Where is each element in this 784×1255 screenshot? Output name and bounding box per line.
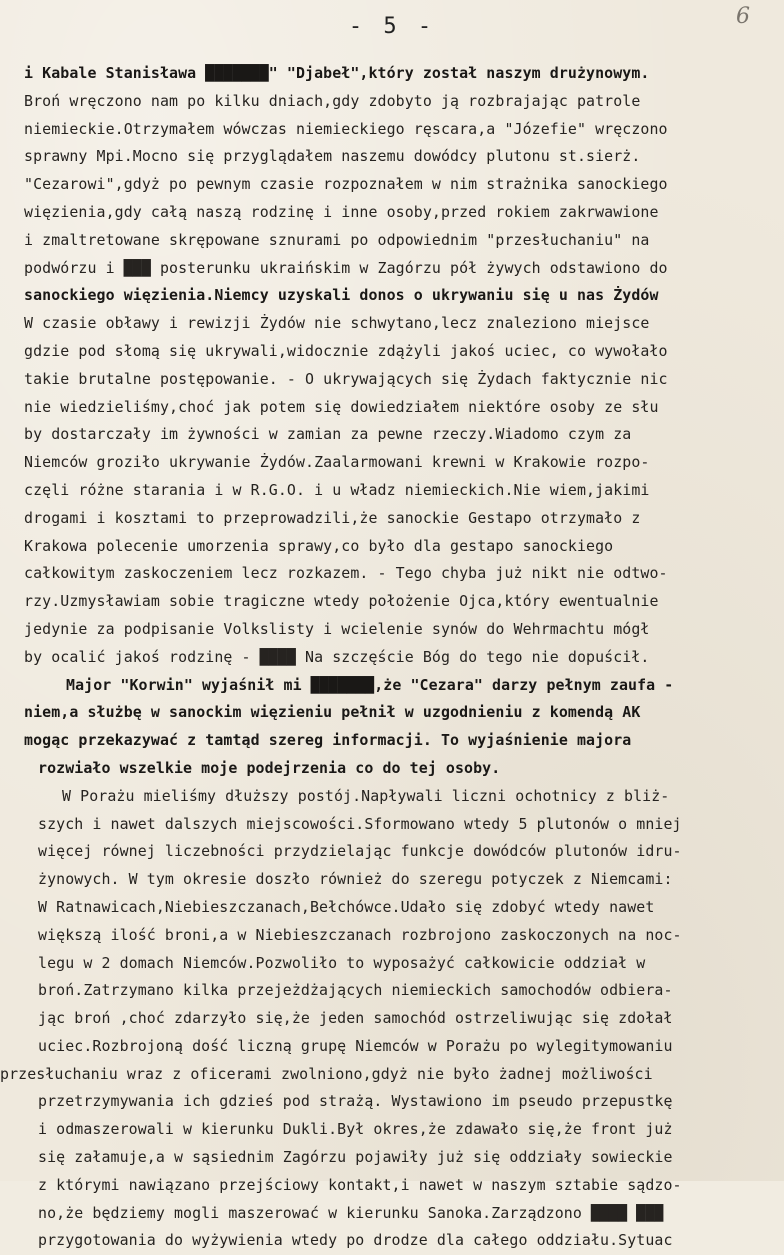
text-line: więzienia,gdy całą naszą rodzinę i inne osoby,przed rokiem zakrwawione [24, 202, 659, 221]
handwritten-page-number: 6 [736, 4, 750, 29]
text-line: rzy.Uzmysławiam sobie tragiczne wtedy położenie Ojca,który ewentualnie [24, 592, 659, 611]
text-line: szych i nawet dalszych miejscowości.Sformowano wtedy 5 plutonów o mniej [38, 814, 682, 833]
text-line: z którymi nawiązano przejściowy kontakt,i nawet w naszym sztabie sądzo- [38, 1175, 682, 1194]
text-line: i Kabale Stanisława ███████" "Djabeł",który został naszym drużynowym. [24, 64, 650, 82]
text-line: mogąc przekazywać z tamtąd szereg informacji. To wyjaśnienie majora [24, 731, 632, 750]
text-line: się załamuje,a w sąsiednim Zagórzu pojawiły już się oddziały sowieckie [38, 1148, 673, 1167]
text-line: drogami i kosztami to przeprowadzili,że sanockie Gestapo otrzymało z [24, 508, 641, 527]
text-line: W Ratnawicach,Niebieszczanach,Bełchówce.Udało się zdobyć wtedy nawet [38, 897, 655, 916]
text-line: takie brutalne postępowanie. - O ukrywających się Żydach faktycznie nic [24, 369, 668, 388]
text-line: przygotowania do wyżywienia wtedy po drodze dla całego oddziału.Sytuac [38, 1231, 673, 1250]
text-line: żynowych. W tym okresie doszło również do szeregu potyczek z Niemcami: [38, 870, 673, 889]
text-line: "Cezarowi",gdyż po pewnym czasie rozpoznałem w nim strażnika sanockiego [24, 175, 668, 194]
text-line: podwórzu i ███ posterunku ukraińskim w Zagórzu pół żywych odstawiono do [24, 258, 668, 277]
text-line: częli różne starania i w R.G.O. i u władz niemieckich.Nie wiem,jakimi [24, 480, 650, 499]
text-line: przesłuchaniu wraz z oficerami zwolniono,gdyż nie było żadnej możliwości [0, 1064, 653, 1083]
text-line: gdzie pod słomą się ukrywali,widocznie zdążyli jakoś uciec, co wywołało [24, 341, 668, 360]
text-line: W Porażu mieliśmy dłuższy postój.Napływali liczni ochotnicy z bliż- [62, 786, 670, 805]
text-line: legu w 2 domach Niemców.Pozwoliło to wyposażyć całkowicie oddział w [38, 953, 646, 972]
text-line: niem,a służbę w sanockim więzieniu pełnił w uzgodnieniu z komendą AK [24, 703, 641, 722]
text-line: rozwiało wszelkie moje podejrzenia co do tej osoby. [38, 758, 501, 777]
text-line: sanockiego więzienia.Niemcy uzyskali donos o ukrywaniu się u nas Żydów [24, 286, 659, 305]
text-line: by dostarczały im żywności w zamian za pewne rzeczy.Wiadomo czym za [24, 425, 632, 444]
text-line: Krakowa polecenie umorzenia sprawy,co było dla gestapo sanockiego [24, 536, 614, 555]
text-line: by ocalić jakoś rodzinę - ████ Na szczęście Bóg do tego nie dopuścił. [24, 647, 650, 666]
page-number: - 5 - [348, 14, 436, 39]
text-line: niemieckie.Otrzymałem wówczas niemieckiego ręscara,a "Józefie" wręczono [24, 119, 668, 138]
text-line: jąc broń ,choć zdarzyło się,że jeden samochód ostrzeliwując się zdołał [38, 1009, 673, 1028]
text-line: jedynie za podpisanie Volkslisty i wcielenie synów do Wehrmachtu mógł [24, 619, 650, 638]
text-line: broń.Zatrzymano kilka przejeżdżających niemieckich samochodów odbiera- [38, 981, 673, 1000]
text-line: i zmaltretowane skrępowane sznurami po odpowiednim "przesłuchaniu" na [24, 230, 650, 249]
text-body [0, 60, 784, 1255]
text-line: nie wiedzieliśmy,choć jak potem się dowiedziałem niektóre osoby ze słu [24, 397, 659, 416]
text-line: Niemców groziło ukrywanie Żydów.Zaalarmowani krewni w Krakowie rozpo- [24, 453, 650, 472]
text-line: Broń wręczono nam po kilku dniach,gdy zdobyto ją rozbrajając patrole [24, 91, 641, 110]
text-line: sprawny Mpi.Mocno się przyglądałem naszemu dowódcy plutonu st.sierż. [24, 147, 641, 166]
text-line: i odmaszerowali w kierunku Dukli.Był okres,że zdawało się,że front już [38, 1120, 673, 1139]
text-line: no,że będziemy mogli maszerować w kierunku Sanoka.Zarządzono ████ ███ [38, 1203, 664, 1222]
text-line: W czasie obławy i rewizji Żydów nie schwytano,lecz znaleziono miejsce [24, 314, 650, 333]
text-line: większą ilość broni,a w Niebieszczanach rozbrojono zaskoczonych na noc- [38, 925, 682, 944]
text-line: całkowitym zaskoczeniem lecz rozkazem. - Tego chyba już nikt nie odtwo- [24, 564, 668, 583]
text-line: więcej równej liczebności przydzielając funkcje dowódców plutonów idru- [38, 842, 682, 861]
text-line: Major "Korwin" wyjaśnił mi ███████,że "Cezara" darzy pełnym zaufa - [66, 675, 674, 694]
text-line: przetrzymywania ich gdzieś pod strażą. Wystawiono im pseudo przepustkę [38, 1092, 673, 1111]
text-line: uciec.Rozbrojoną dość liczną grupę Niemców w Porażu po wylegitymowaniu [38, 1036, 673, 1055]
